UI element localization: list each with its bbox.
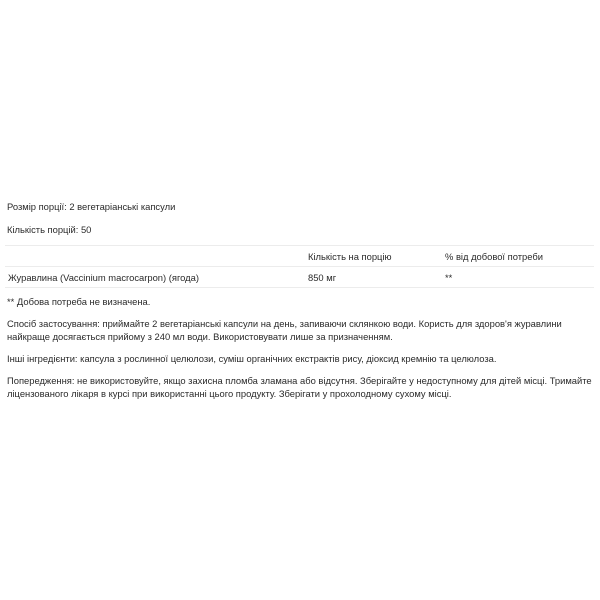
- other-ingredients-text: Інші інгредієнти: капсула з рослинної целюлози, суміш органічних екстрактів рису, діоксид кремнію та целюлоза.: [7, 353, 497, 364]
- table-row: [5, 267, 594, 288]
- supplement-facts-table: [5, 245, 594, 288]
- serving-size: Розмір порції: 2 вегетаріанські капсули: [7, 201, 176, 212]
- servings-per-container: Кількість порцій: 50: [7, 224, 92, 235]
- ingredient-amount: 850 мг: [308, 272, 337, 283]
- footnote: ** Добова потреба не визначена.: [7, 296, 151, 307]
- ingredient-daily-value: **: [445, 272, 453, 283]
- header-daily-value: % від добової потреби: [445, 251, 543, 262]
- warning-text: Попередження: не використовуйте, якщо захисна пломба зламана або відсутня. Зберігайте у недоступному для дітей місці. Тримайте ліцензованого лікаря в курсі при використанні цього продукту. Зберігати у прохолодному сухому місці.: [7, 375, 592, 399]
- ingredient-name: Журавлина (Vaccinium macrocarpon) (ягода): [8, 272, 199, 283]
- usage-text: Спосіб застосування: приймайте 2 вегетаріанські капсули на день, запиваючи склянкою води. Користь для здоров'я журавлини найкраще досягається прийому з 240 мл води. Використовувати лише за призначенням.: [7, 318, 562, 342]
- header-amount: Кількість на порцію: [308, 251, 392, 262]
- table-header-row: [5, 246, 594, 267]
